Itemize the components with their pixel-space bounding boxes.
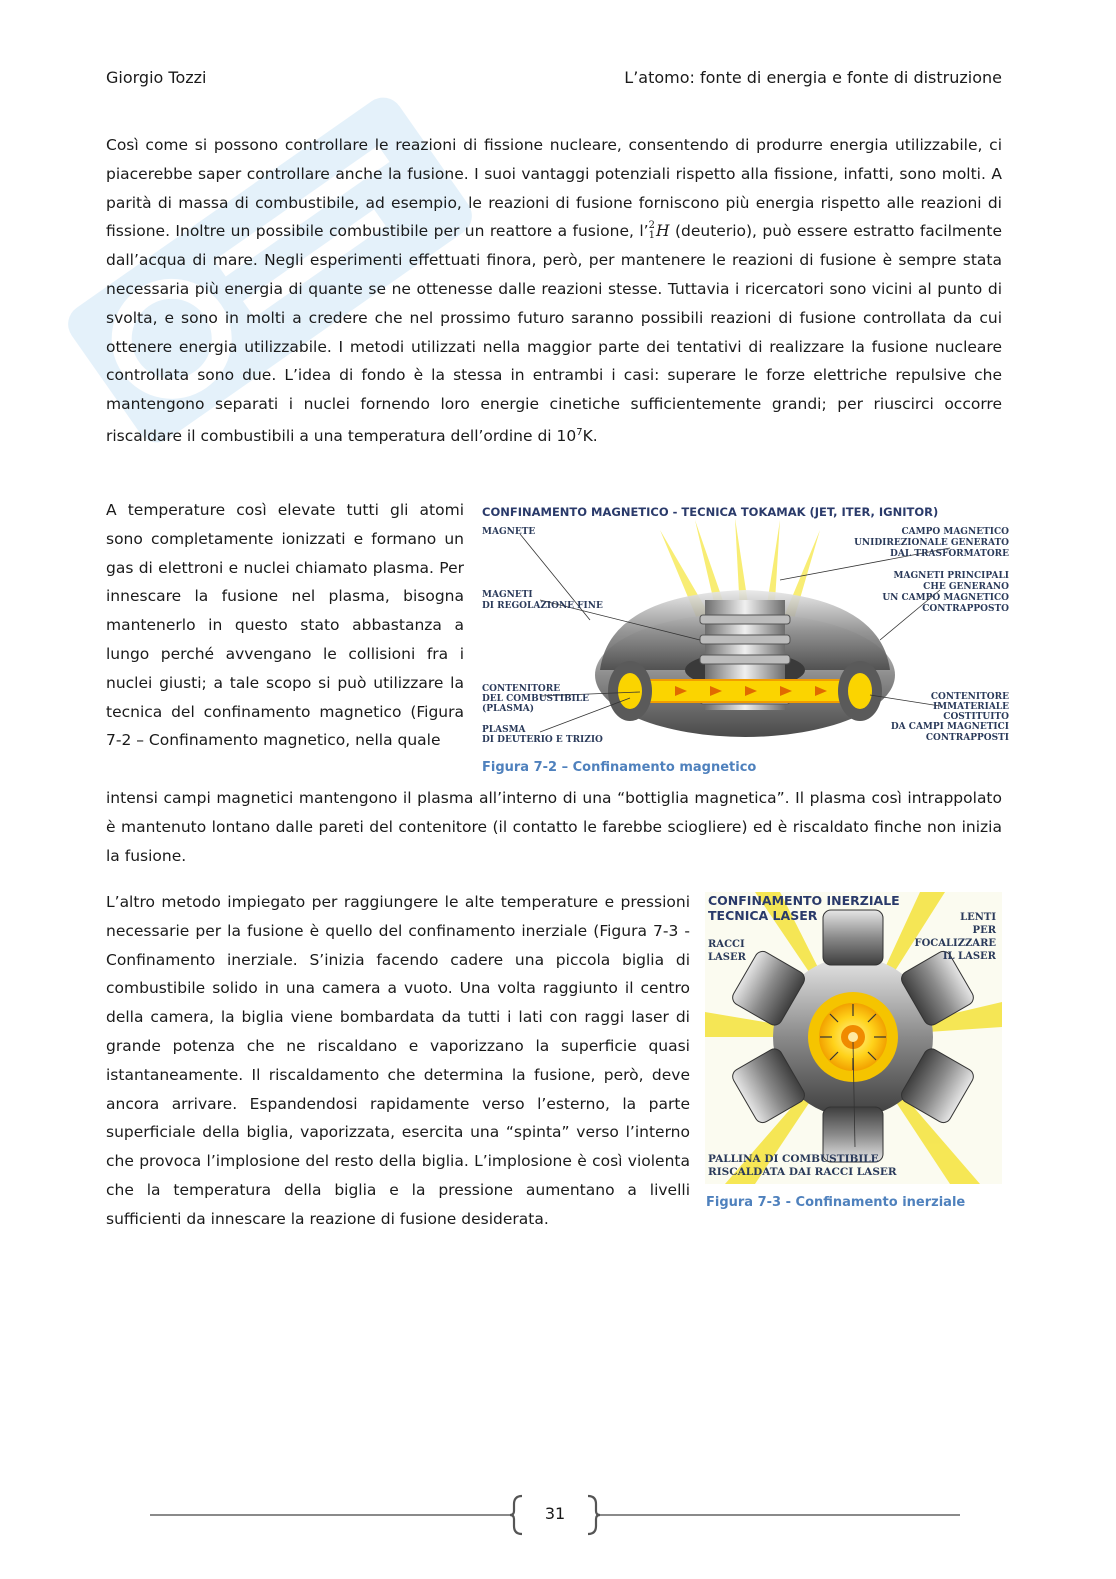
figure-7-3-caption: Figura 7-3 - Confinamento inerziale [706, 1195, 966, 1210]
iso-mass: 2 [648, 220, 655, 232]
fig1-label-cont-1: CONTENITORE [482, 684, 561, 694]
fig1-label-princ-2: CHE GENERANO [923, 582, 1009, 592]
fig1-label-magneti-reg-2: DI REGOLAZIONE FINE [482, 601, 603, 611]
fig1-label-princ-3: UN CAMPO MAGNETICO [882, 593, 1009, 603]
paragraph-plasma-part1: A temperature così elevate tutti gli atomi sono completamente ionizzati e formano un gas di elettroni e nuclei chiamato plasma. Per innescare la fusione nel plasma, bisogna mantenerlo in questo stato abbastanza a lungo perché avvengano le collisioni fra i nuclei giusti; a tale scopo si può utilizzare la tecnica del confinamento magnetico (Figura 7-2 – Confinamento magnetico, nella quale [106, 501, 464, 750]
fig1-label-imm-3: COSTITUITO [943, 712, 1009, 722]
bracket-right-icon [586, 1494, 600, 1536]
fig2-label-pallina-1: PALLINA DI COMBUSTIBILE [708, 1153, 879, 1165]
p1-text-a: Così come si possono controllare le reazioni di fissione nucleare, consentendo di produrre energia utilizzabile, ci piacerebbe saper controllare anche la fusione. I suoi vantaggi potenziali rispetto alla fissione, infatti, sono molti. A parità di massa di combustibile, ad esempio, le reazioni di fusione forniscono più energia rispetto alle reazioni di fissione. Inoltre un possibile combustibile per un reattore a fusione, l’ [106, 136, 1002, 241]
fig2-label-pallina-2: RISCALDATA DAI RACCI LASER [708, 1166, 897, 1178]
header-title: L’atomo: fonte di energia e fonte di distruzione [624, 68, 1002, 87]
figure-inertial-laser [705, 892, 1002, 1184]
fig1-label-magnete: MAGNETE [482, 527, 536, 537]
fig1-label-campo-1: CAMPO MAGNETICO [901, 527, 1009, 537]
fig2-label-racci-1: RACCI [708, 939, 745, 950]
footer-rule-right [600, 1514, 960, 1516]
fig2-label-racci-2: LASER [708, 952, 746, 963]
fig2-label-lenti-1: LENTI [960, 912, 996, 923]
fig1-label-cont-2: DEL COMBUSTIBILE [482, 694, 589, 704]
fig1-label-cont-3: (PLASMA) [482, 704, 535, 714]
fig2-label-lenti-3: FOCALIZZARE [914, 938, 996, 949]
figure-tokamak [480, 500, 1011, 748]
header-author: Giorgio Tozzi [106, 68, 207, 87]
fig1-label-campo-3: DAL TRASFORMATORE [890, 549, 1009, 559]
fig1-label-plasma-2: DI DEUTERIO E TRIZIO [482, 735, 603, 745]
fig1-label-princ-1: MAGNETI PRINCIPALI [893, 571, 1009, 581]
fig1-label-campo-2: UNIDIREZIONALE GENERATO [854, 538, 1009, 548]
fig1-label-imm-5: CONTRAPPOSTI [925, 733, 1009, 743]
figure-7-2-caption: Figura 7-2 – Confinamento magnetico [482, 760, 757, 775]
fig1-label-plasma-1: PLASMA [482, 725, 526, 735]
p1-text-c: K. [582, 427, 598, 446]
paragraph-fusion-intro [106, 131, 1002, 451]
fig1-label-imm-2: IMMATERIALE [932, 702, 1009, 712]
fig1-label-imm-1: CONTENITORE [930, 692, 1009, 702]
fig2-label-lenti-4: IL LASER [942, 951, 996, 962]
page-footer [150, 1492, 960, 1536]
p1-exponent: 7 [576, 426, 583, 438]
iso-symbol: H [656, 222, 670, 241]
deuterium-symbol [649, 222, 670, 240]
footer-rule-left [150, 1514, 510, 1516]
page-header [106, 68, 1002, 92]
page-number: 31 [544, 1504, 566, 1523]
p1-text-b: (deuterio), può essere estratto facilmente dall’acqua di mare. Negli esperimenti effettuati finora, però, per mantenere le reazioni di fusione è sempre stata necessaria più energia di quante se ne ottenesse dalle reazioni stesse. Tuttavia i ricercatori sono vicini al punto di svolta, e sono in molti a credere che nel prossimo futuro saranno possibili reazioni di fusione controllata da cui ottenere energia utilizzabile. I metodi utilizzati nella maggior parte dei tentativi di realizzare la fusione nucleare controllata sono due. L’idea di fondo è la stessa in entrambi i casi: superare le forze elettriche repulsive che mantengono separati i nuclei fornendo loro energie cinetiche sufficientemente grandi; per riuscirci occorre riscaldare il combustibili a una temperatura dell’ordine di 10 [106, 222, 1002, 446]
paragraph-inertial: L’altro metodo impiegato per raggiungere le alte temperature e pressioni necessarie per la fusione è quello del confinamento inerziale (Figura 7-3 - Confinamento inerziale. S’inizia facendo cadere una piccola biglia di combustibile solido in una camera a vuoto. Una volta raggiunto il centro della camera, la biglia viene bombardata da tutti i lati con raggi laser di grande potenza che ne riscaldano e vaporizzano la superficie quasi istantaneamente. Il riscaldamento che determina la fusione, però, deve ancora arrivare. Espandendosi rapidamente verso l’esterno, la parte superficiale della biglia, vaporizzata, esercita una “spinta” verso l’interno che provoca l’implosione del resto della biglia. L’implosione è così violenta che la temperatura della biglia e la pressione aumentano a livelli sufficienti da innescare la reazione di fusione desiderata. [106, 893, 690, 1228]
bracket-left-icon [510, 1494, 524, 1536]
fig1-title: CONFINAMENTO MAGNETICO - TECNICA TOKAMAK (JET, ITER, IGNITOR) [482, 505, 939, 519]
fig1-label-imm-4: DA CAMPI MAGNETICI [890, 722, 1009, 732]
paragraph-plasma-part2: intensi campi magnetici mantengono il plasma all’interno di una “bottiglia magnetica”. Il plasma così intrappolato è mantenuto lontano dalle pareti del contenitore (il contatto le farebbe sciogliere) ed è riscaldato finche non inizia la fusione. [106, 789, 1002, 865]
fig1-label-princ-4: CONTRAPPOSTO [922, 604, 1009, 614]
iso-number: 1 [648, 230, 655, 242]
fig2-title-1: CONFINAMENTO INERZIALE [708, 893, 900, 908]
fig2-title-2: TECNICA LASER [708, 908, 818, 923]
fig1-label-magneti-reg-1: MAGNETI [482, 590, 533, 600]
fig2-label-lenti-2: PER [972, 925, 996, 936]
